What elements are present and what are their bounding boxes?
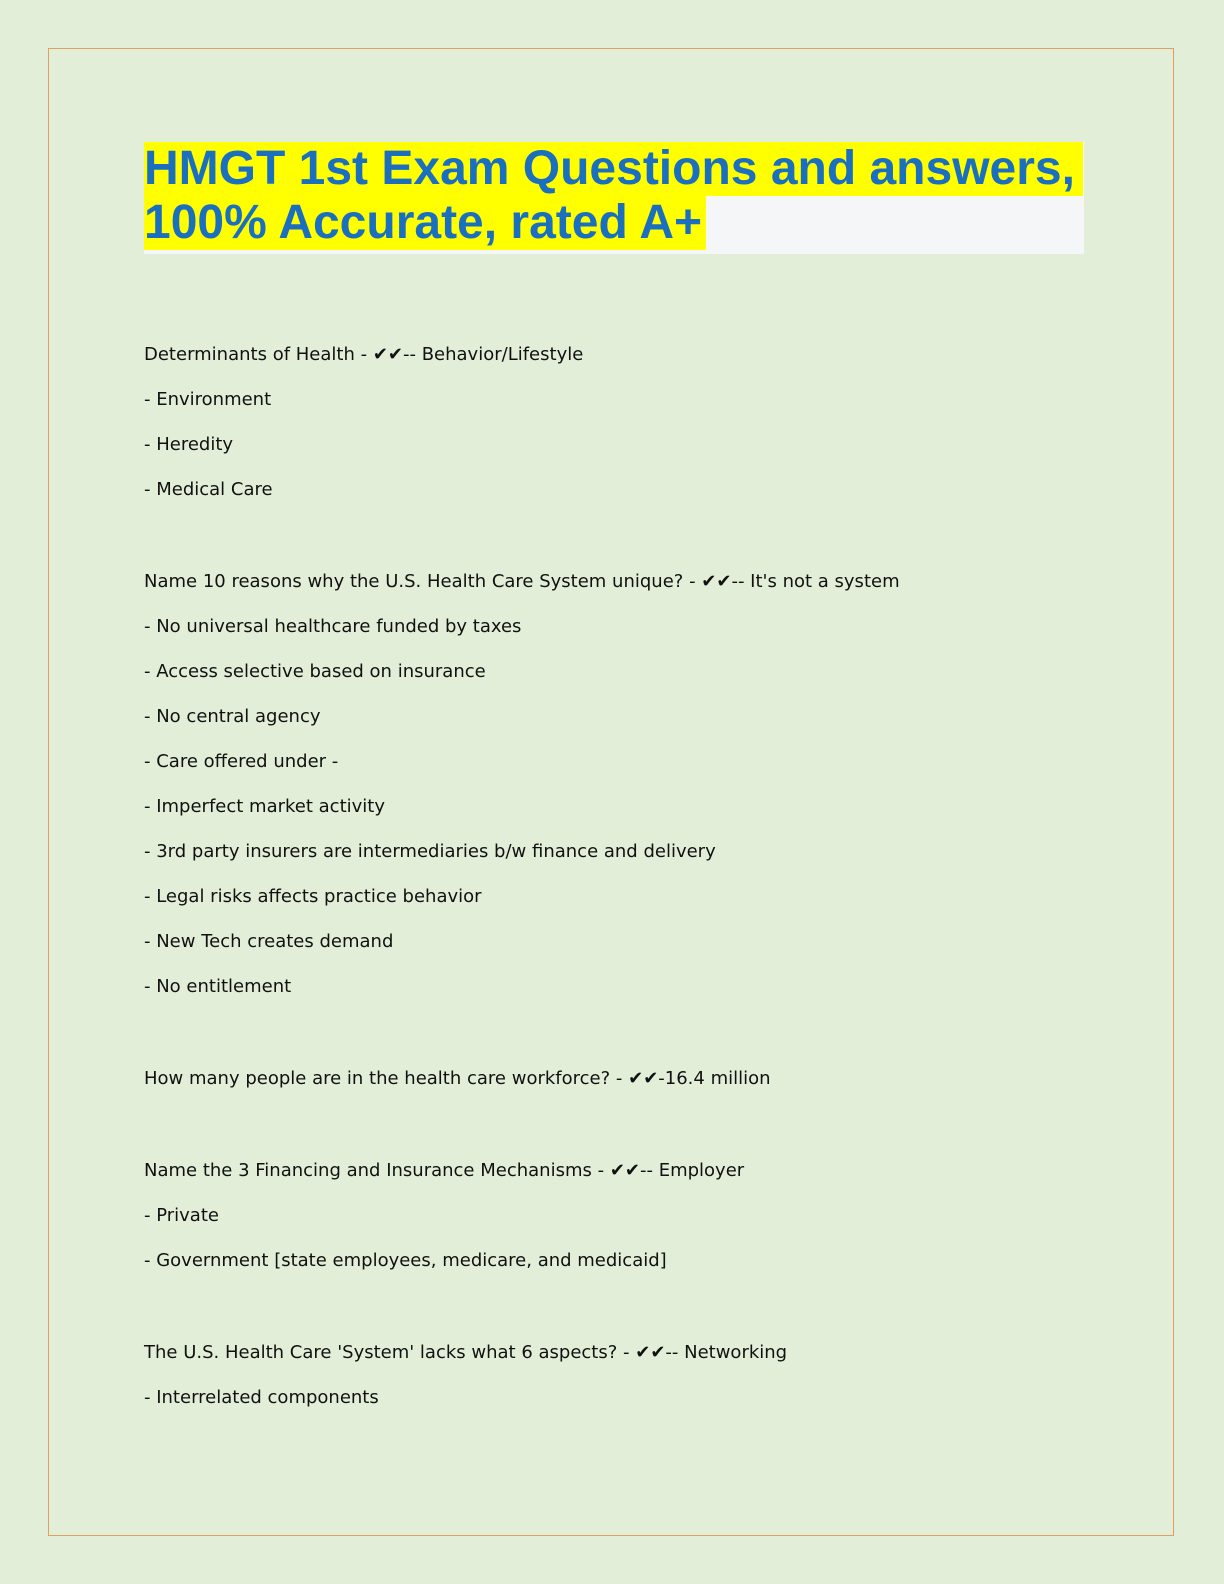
answer-item: - Legal risks affects practice behavior: [144, 886, 482, 907]
title-line-1: HMGT 1st Exam Questions and answers,: [144, 142, 1083, 196]
answer-item: - New Tech creates demand: [144, 931, 394, 952]
title-line-2: 100% Accurate, rated A+: [144, 196, 706, 250]
answer-item: - Medical Care: [144, 479, 273, 500]
answer-item: - Access selective based on insurance: [144, 661, 486, 682]
question-line: Name the 3 Financing and Insurance Mechanisms - ✔✔-- Employer: [144, 1160, 745, 1181]
answer-item: - No central agency: [144, 706, 321, 727]
spacer: [144, 1109, 1104, 1156]
answer-item: - Government [state employees, medicare, and medicaid]: [144, 1250, 667, 1271]
check-icon: ✔✔: [635, 1342, 666, 1363]
check-icon: ✔✔: [609, 1160, 640, 1181]
spacer: [144, 520, 1104, 567]
answer-item: - Private: [144, 1205, 219, 1226]
spacer: [144, 1017, 1104, 1064]
answer-item: - Heredity: [144, 434, 234, 455]
check-icon: ✔✔: [628, 1068, 659, 1089]
answer-item: - Interrelated components: [144, 1387, 379, 1408]
answer-item: - Imperfect market activity: [144, 796, 385, 817]
question-line: The U.S. Health Care 'System' lacks what 6 aspects? - ✔✔-- Networking: [144, 1342, 788, 1363]
question-line: Determinants of Health - ✔✔-- Behavior/Lifestyle: [144, 344, 584, 365]
title-block: [144, 142, 1084, 254]
answer-item: - Environment: [144, 389, 272, 410]
answer-item: - 3rd party insurers are intermediaries b/w finance and delivery: [144, 841, 716, 862]
qa-content: [144, 340, 1104, 1428]
spacer: [144, 1291, 1104, 1338]
question-line: How many people are in the health care workforce? - ✔✔-16.4 million: [144, 1068, 771, 1089]
answer-item: - No universal healthcare funded by taxes: [144, 616, 522, 637]
answer-item: - No entitlement: [144, 976, 292, 997]
check-icon: ✔✔: [372, 344, 403, 365]
check-icon: ✔✔: [701, 571, 732, 592]
document-title: [144, 142, 1084, 250]
question-line: Name 10 reasons why the U.S. Health Care System unique? - ✔✔-- It's not a system: [144, 571, 900, 592]
answer-item: - Care offered under -: [144, 751, 339, 772]
